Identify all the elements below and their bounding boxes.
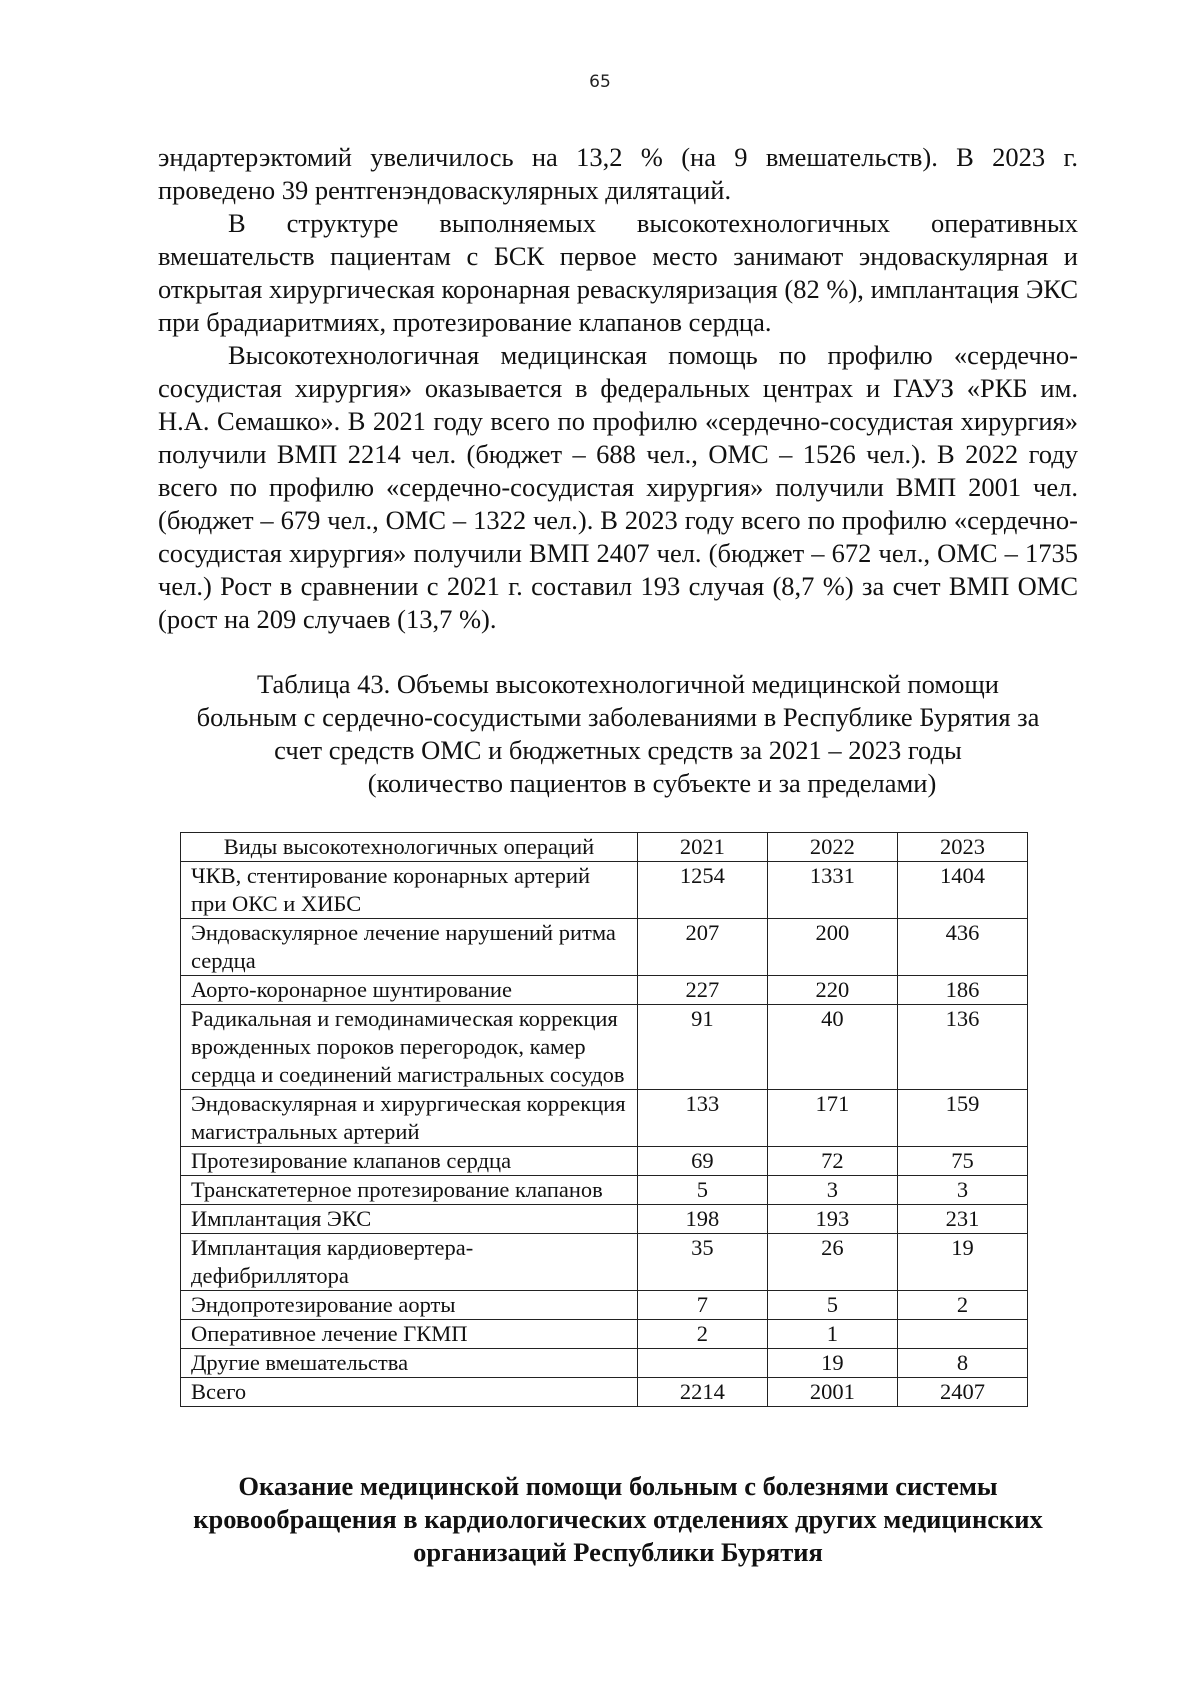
table-caption-line-1: Таблица 43. Объемы высокотехнологичной медицинской помощи	[257, 669, 999, 699]
value-2022-cell: 1331	[767, 862, 897, 919]
operation-cell: Эндоваскулярное лечение нарушений ритма сердца	[181, 919, 638, 976]
page-number: 65	[589, 72, 611, 92]
value-2022-cell: 40	[767, 1005, 897, 1090]
hmp-volumes-table	[180, 832, 1028, 1407]
value-2023-cell: 186	[897, 976, 1027, 1005]
value-2021-cell: 207	[637, 919, 767, 976]
value-2021-cell: 5	[637, 1176, 767, 1205]
paragraph-2: В структуре выполняемых высокотехнологичных оперативных вмешательств пациентам с БСК первое место занимают эндоваскулярная и открытая хирургическая коронарная реваскуляризация (82 %), имплантация ЭКС при брадиаритмиях, протезирование клапанов сердца.	[158, 208, 1078, 337]
table-row	[181, 1090, 1028, 1147]
table-row	[181, 1005, 1028, 1090]
paragraph-1: эндартерэктомий увеличилось на 13,2 % (на 9 вмешательств). В 2023 г. проведено 39 рентгенэндоваскулярных дилятаций.	[158, 142, 1078, 205]
value-2023-cell: 136	[897, 1005, 1027, 1090]
operation-cell: Транскатетерное протезирование клапанов	[181, 1176, 638, 1205]
operation-cell: Другие вмешательства	[181, 1349, 638, 1378]
value-2021-cell: 91	[637, 1005, 767, 1090]
table-row	[181, 1147, 1028, 1176]
value-2023-cell: 1404	[897, 862, 1027, 919]
value-2021-cell: 198	[637, 1205, 767, 1234]
value-2021-cell	[637, 1349, 767, 1378]
value-2023-cell: 19	[897, 1234, 1027, 1291]
value-2023-cell: 2407	[897, 1378, 1027, 1407]
value-2021-cell: 35	[637, 1234, 767, 1291]
table-row	[181, 1349, 1028, 1378]
table-row	[181, 976, 1028, 1005]
value-2022-cell: 193	[767, 1205, 897, 1234]
value-2023-cell: 8	[897, 1349, 1027, 1378]
operation-cell: Имплантация ЭКС	[181, 1205, 638, 1234]
value-2023-cell: 75	[897, 1147, 1027, 1176]
value-2022-cell: 1	[767, 1320, 897, 1349]
section-heading-line-1: Оказание медицинской помощи больным с болезнями системы	[238, 1471, 998, 1501]
table-row	[181, 1378, 1028, 1407]
header-year-2023: 2023	[897, 833, 1027, 862]
value-2021-cell: 133	[637, 1090, 767, 1147]
operation-cell: Радикальная и гемодинамическая коррекция врожденных пороков перегородок, камер сердца и соединений магистральных сосудов	[181, 1005, 638, 1090]
operation-cell: Эндоваскулярная и хирургическая коррекция магистральных артерий	[181, 1090, 638, 1147]
section-heading	[150, 1470, 1086, 1569]
value-2022-cell: 200	[767, 919, 897, 976]
section-heading-line-3: организаций Республики Бурятия	[413, 1537, 823, 1567]
section-heading-line-2: кровообращения в кардиологических отделениях других медицинских	[193, 1504, 1043, 1534]
value-2022-cell: 19	[767, 1349, 897, 1378]
body-text	[158, 141, 1078, 636]
value-2021-cell: 227	[637, 976, 767, 1005]
value-2023-cell: 436	[897, 919, 1027, 976]
table-caption-line-4: (количество пациентов в субъекте и за пределами)	[367, 768, 937, 798]
value-2022-cell: 2001	[767, 1378, 897, 1407]
value-2021-cell: 69	[637, 1147, 767, 1176]
value-2023-cell: 231	[897, 1205, 1027, 1234]
value-2023-cell: 2	[897, 1291, 1027, 1320]
table-row	[181, 1234, 1028, 1291]
value-2023-cell: 159	[897, 1090, 1027, 1147]
value-2022-cell: 72	[767, 1147, 897, 1176]
table-body	[181, 862, 1028, 1407]
value-2023-cell	[897, 1320, 1027, 1349]
header-year-2022: 2022	[767, 833, 897, 862]
operation-cell: ЧКВ, стентирование коронарных артерий при ОКС и ХИБС	[181, 862, 638, 919]
table-row	[181, 1291, 1028, 1320]
table-caption	[158, 668, 1078, 800]
table-caption-line-3: счет средств ОМС и бюджетных средств за 2021 – 2023 годы	[274, 735, 962, 765]
value-2021-cell: 1254	[637, 862, 767, 919]
value-2022-cell: 5	[767, 1291, 897, 1320]
value-2022-cell: 3	[767, 1176, 897, 1205]
operation-cell: Имплантация кардиовертера-дефибриллятора	[181, 1234, 638, 1291]
header-year-2021: 2021	[637, 833, 767, 862]
header-operation-type: Виды высокотехнологичных операций	[181, 833, 638, 862]
value-2022-cell: 26	[767, 1234, 897, 1291]
value-2022-cell: 220	[767, 976, 897, 1005]
table-caption-line-2: больным с сердечно-сосудистыми заболеваниями в Республике Бурятия за	[196, 702, 1040, 732]
operation-cell: Протезирование клапанов сердца	[181, 1147, 638, 1176]
table-row	[181, 1320, 1028, 1349]
value-2022-cell: 171	[767, 1090, 897, 1147]
paragraph-3: Высокотехнологичная медицинская помощь по профилю «сердечно-сосудистая хирургия» оказывается в федеральных центрах и ГАУЗ «РКБ им. Н.А. Семашко». В 2021 году всего по профилю «сердечно-сосудистая хирургия» получили ВМП 2214 чел. (бюджет – 688 чел., ОМС – 1526 чел.). В 2022 году всего по профилю «сердечно-сосудистая хирургия» получили ВМП 2001 чел. (бюджет – 679 чел., ОМС – 1322 чел.). В 2023 году всего по профилю «сердечно-сосудистая хирургия» получили ВМП 2407 чел. (бюджет – 672 чел., ОМС – 1735 чел.) Рост в сравнении с 2021 г. составил 193 случая (8,7 %) за счет ВМП ОМС (рост на 209 случаев (13,7 %).	[158, 340, 1078, 634]
table-header-row	[181, 833, 1028, 862]
value-2021-cell: 7	[637, 1291, 767, 1320]
operation-cell: Аорто-коронарное шунтирование	[181, 976, 638, 1005]
table-row	[181, 1205, 1028, 1234]
table-row	[181, 862, 1028, 919]
operation-cell: Оперативное лечение ГКМП	[181, 1320, 638, 1349]
table-row	[181, 919, 1028, 976]
operation-cell: Эндопротезирование аорты	[181, 1291, 638, 1320]
value-2023-cell: 3	[897, 1176, 1027, 1205]
operation-cell: Всего	[181, 1378, 638, 1407]
value-2021-cell: 2214	[637, 1378, 767, 1407]
value-2021-cell: 2	[637, 1320, 767, 1349]
table-row	[181, 1176, 1028, 1205]
